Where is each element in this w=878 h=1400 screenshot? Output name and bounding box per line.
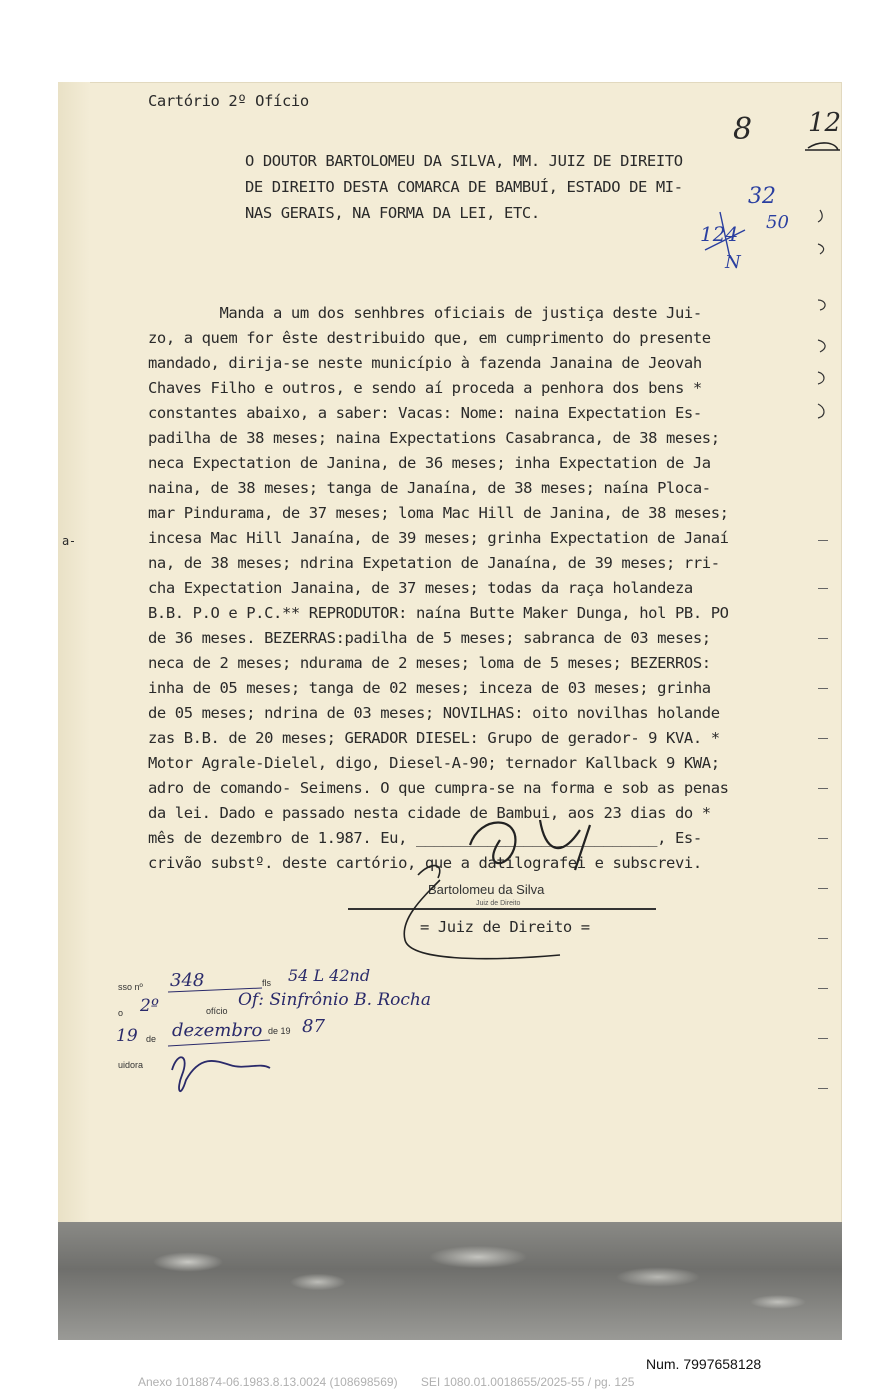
registry-line-3-mid2: de 19 [268,1026,291,1036]
body-line: adro de comando- Seimens. O que cumpra-se na forma e sob as penas [148,779,729,797]
registry-line-2-office: 2º [140,996,159,1016]
body-line: mar Pindurama, de 37 meses; loma Mac Hill de Janina, de 38 meses; [148,504,729,522]
registry-line-3-year: 87 [302,1016,325,1037]
body-line: inha de 05 meses; tanga de 02 meses; inceza de 03 meses; grinha [148,679,711,697]
registry-line-1-number: 348 [170,970,205,991]
body-line: zas B.B. de 20 meses; GERADOR DIESEL: Grupo de gerador- 9 KVA. * [148,729,720,747]
office-header: Cartório 2º Ofício [148,92,309,110]
registry-line-2-prefix: o [118,1008,124,1018]
body-line: neca Expectation de Janina, de 36 meses; inha Expectation de Ja [148,454,711,472]
margin-note-top-b: 12 [808,108,842,138]
registry-line-3-day: 19 [116,1026,138,1046]
body-line: crivão substº. deste cartório, que a datilografei e subscrevi. [148,854,702,872]
registry-line-1-mid: fls [262,978,271,988]
title-line-2: DE DIREITO DESTA COMARCA DE BAMBUÍ, ESTADO DE MI- [245,178,683,196]
body-line: Motor Agrale-Dielel, digo, Diesel-A-90; ternador Kallback 9 KWA; [148,754,720,772]
body-line: zo, a quem for êste destribuido que, em cumprimento do presente [148,329,711,347]
body-line: neca de 2 meses; ndurama de 2 meses; loma de 5 meses; BEZERROS: [148,654,711,672]
body-line: incesa Mac Hill Janaína, de 39 meses; grinha Expectation de Janaí [148,529,729,547]
body-line: naina, de 38 meses; tanga de Janaína, de 38 meses; naína Plocа- [148,479,711,497]
body-line: mês de dezembro de 1.987. Eu, ___________________________, Es- [148,829,702,847]
left-margin-mark: a- [62,534,76,548]
registry-line-3-mid: de [146,1034,157,1044]
body-line: de 36 meses. BEZERRAS:padilha de 5 meses; sabranca de 03 meses; [148,629,711,647]
body-line: Manda a um dos senhbres oficiais de justiça deste Jui- [148,304,702,322]
margin-note-blue-c: 32 [748,184,776,209]
body-line: da lei. Dado e passado nesta cidade de Bambui, aos 23 dias do * [148,804,711,822]
margin-note-blue-d: 50 [766,212,789,233]
body-line: mandado, dirija-se neste município à fazenda Janaina de Jeovah [148,354,702,372]
registry-line-1-prefix: sso nº [118,982,143,992]
margin-note-blue-a: 124 [700,222,739,246]
body-line: constantes abaixo, a saber: Vacas: Nome: naina Expectation Es- [148,404,702,422]
registry-line-2-mid: ofício [206,1006,228,1016]
body-line: padilha de 38 meses; naina Expectations Casabranca, de 38 meses; [148,429,720,447]
signature-stamp-name: Bartolomeu da Silva [428,882,545,897]
signature-typed-role: = Juiz de Direito = [420,918,590,936]
registry-line-4-prefix: uidora [118,1060,144,1070]
margin-note-blue-b: N [725,252,741,273]
body-line: B.B. P.O e P.C.** REPRODUTOR: naína Butte Maker Dunga, hol PB. PO [148,604,729,622]
title-line-3: NAS GERAIS, NA FORMA DA LEI, ETC. [245,204,540,222]
body-line: de 05 meses; ndrina de 03 meses; NOVILHAS: oito novilhas holande [148,704,720,722]
document-number: Num. 7997658128 [646,1356,762,1372]
registry-line-1-pages: 54 L 42nd [288,966,371,985]
body-line: cha Expectation Janaina, de 37 meses; todas da raça holandeza [148,579,693,597]
margin-note-top-a: 8 [733,112,753,147]
body-line: na, de 38 meses; ndrina Expetation de Janaína, de 39 meses; rri- [148,554,720,572]
signature-stamp-role: Juiz de Direito [476,900,521,907]
body-line: Chaves Filho e outros, e sendo aí proceda a penhora dos bens * [148,379,702,397]
title-line-1: O DOUTOR BARTOLOMEU DA SILVA, MM. JUIZ DE DIREITO [245,152,683,170]
registry-line-3-month: dezembro [172,1020,263,1041]
document-reference: Anexo 1018874-06.1983.8.13.0024 (108698569) SEI 1080.01.0018655/2025-55 / pg. 125 [138,1375,635,1389]
registry-line-2-officer: Of: Sinfrônio B. Rocha [238,990,432,1010]
